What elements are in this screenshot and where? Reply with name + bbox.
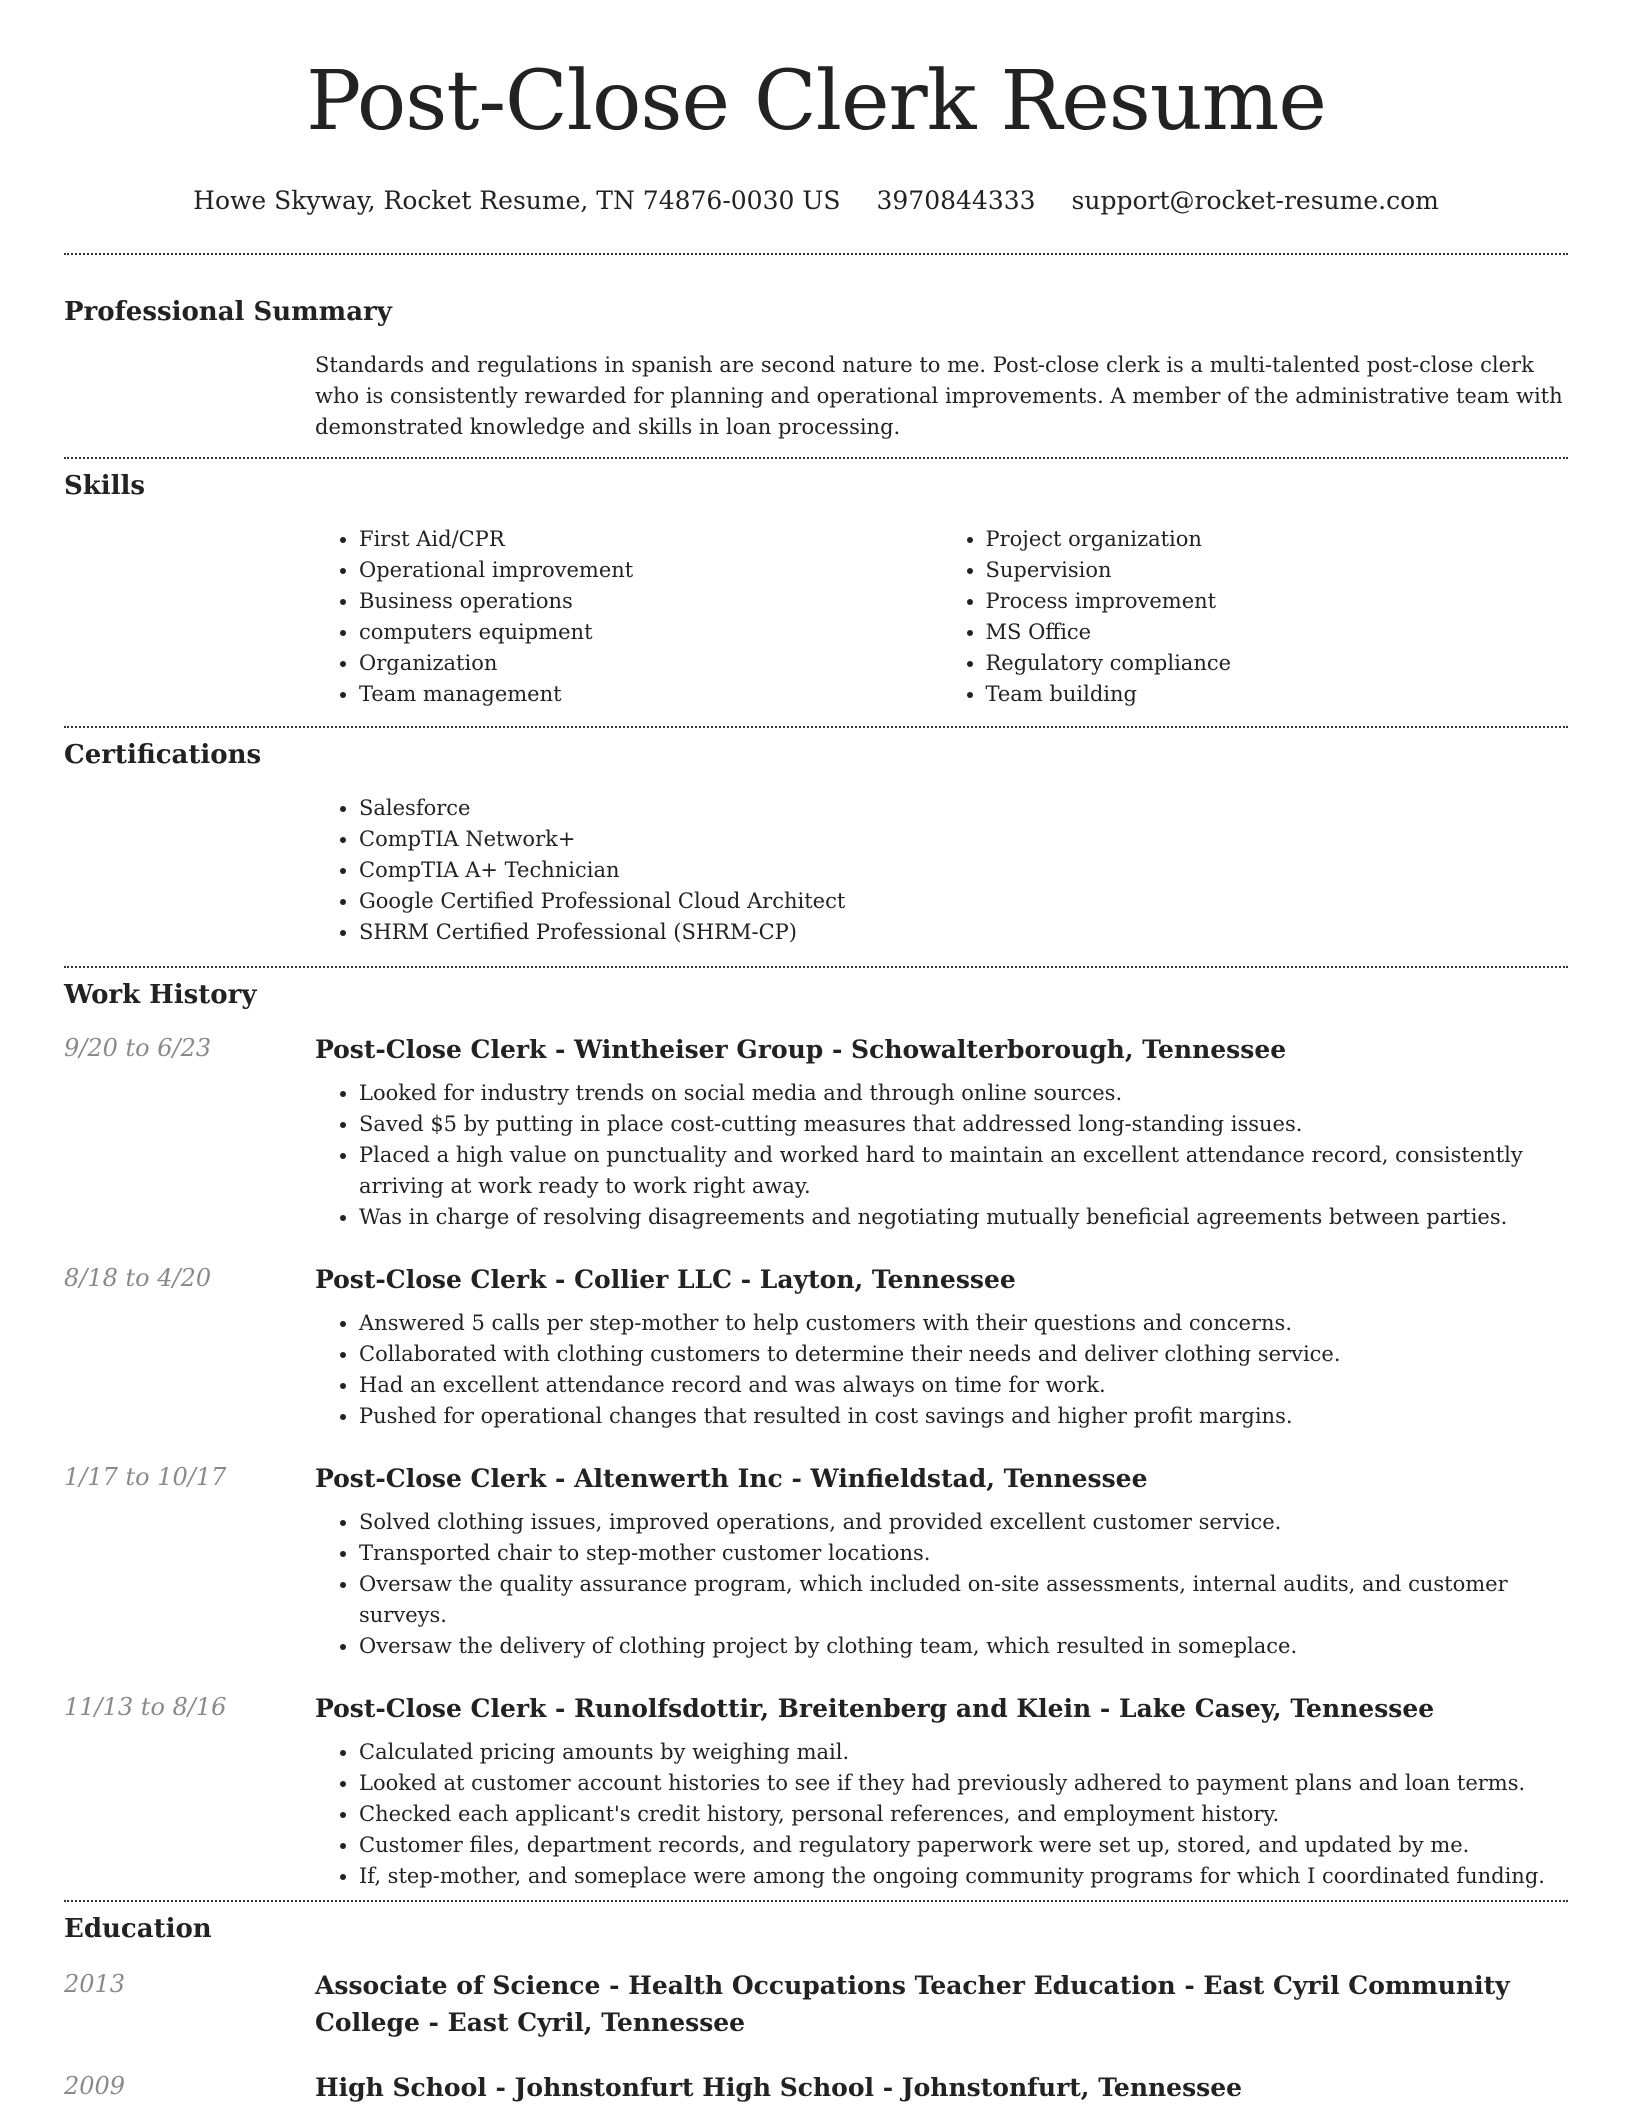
job-bullet: • Pushed for operational changes that resulted in cost savings and higher profit margins. [359, 1401, 1568, 1432]
skill-item: • Operational improvement [359, 555, 942, 586]
section-title-certifications: Certifications [64, 740, 262, 770]
job-entry [64, 1460, 1568, 1662]
job-bullets [315, 1308, 1568, 1432]
job-bullet: • Placed a high value on punctuality and worked hard to maintain an excellent attendance record, consistently arriving at work ready to work right away. [359, 1140, 1568, 1202]
section-title-summary: Professional Summary [64, 297, 392, 327]
job-bullet: • Oversaw the delivery of clothing project by clothing team, which resulted in someplace. [359, 1631, 1568, 1662]
summary-text: Standards and regulations in spanish are second nature to me. Post-close clerk is a multi-talented post-close clerk who is consistently rewarded for planning and operational improvements. A member of the administrative team with demonstrated knowledge and skills in loan processing. [315, 353, 1563, 439]
job-bullet: • Saved $5 by putting in place cost-cutting measures that addressed long-standing issues. [359, 1109, 1568, 1140]
skill-item: • MS Office [986, 617, 1569, 648]
skill-item: • Supervision [986, 555, 1569, 586]
skills-list-right [942, 524, 1569, 710]
education-entry [64, 2069, 1568, 2106]
contact-line [64, 186, 1568, 216]
job-bullet: • Calculated pricing amounts by weighing mail. [359, 1737, 1568, 1768]
job-bullet: • Transported chair to step-mother customer locations. [359, 1538, 1568, 1569]
education-heading: Associate of Science - Health Occupations Teacher Education - East Cyril Community College - East Cyril, Tennessee [315, 1971, 1510, 2037]
job-dates: 9/20 to 6/23 [64, 1034, 212, 1062]
job-dates: 11/13 to 8/16 [64, 1693, 227, 1721]
education-heading: High School - Johnstonfurt High School - Johnstonfurt, Tennessee [315, 2073, 1243, 2102]
skill-item: • Process improvement [986, 586, 1569, 617]
skills-section [64, 470, 1568, 710]
resume-page [64, 0, 1568, 2106]
skill-item: • Regulatory compliance [986, 648, 1569, 679]
skill-item: • Business operations [359, 586, 942, 617]
resume-title: Post-Close Clerk Resume [306, 54, 1326, 149]
skill-item: • Organization [359, 648, 942, 679]
job-dates: 1/17 to 10/17 [64, 1463, 227, 1491]
section-title-skills: Skills [64, 471, 146, 501]
skill-item: • Team management [359, 679, 942, 710]
job-heading: Post-Close Clerk - Runolfsdottir, Breitenberg and Klein - Lake Casey, Tennessee [315, 1694, 1435, 1723]
certification-item: • SHRM Certified Professional (SHRM-CP) [359, 917, 1568, 948]
job-bullet: • Had an excellent attendance record and was always on time for work. [359, 1370, 1568, 1401]
job-heading: Post-Close Clerk - Altenwerth Inc - Winfieldstad, Tennessee [315, 1464, 1148, 1493]
skills-list-left [315, 524, 942, 710]
skill-item: • computers equipment [359, 617, 942, 648]
contact-email: support@rocket-resume.com [1071, 186, 1439, 215]
job-bullet: • Looked for industry trends on social media and through online sources. [359, 1078, 1568, 1109]
divider [64, 726, 1568, 728]
job-bullet: • Customer files, department records, and regulatory paperwork were set up, stored, and updated by me. [359, 1830, 1568, 1861]
contact-phone: 3970844333 [876, 186, 1036, 215]
contact-address: Howe Skyway, Rocket Resume, TN 74876-0030 US [193, 186, 841, 215]
job-heading: Post-Close Clerk - Wintheiser Group - Schowalterborough, Tennessee [315, 1035, 1287, 1064]
job-bullet: • Checked each applicant's credit history, personal references, and employment history. [359, 1799, 1568, 1830]
education-section [64, 1913, 1568, 2106]
skill-item: • Project organization [986, 524, 1569, 555]
job-heading: Post-Close Clerk - Collier LLC - Layton, Tennessee [315, 1265, 1016, 1294]
job-bullet: • Oversaw the quality assurance program, which included on-site assessments, internal audits, and customer surveys. [359, 1569, 1568, 1631]
divider [64, 1900, 1568, 1902]
divider [64, 253, 1568, 255]
certification-item: • CompTIA A+ Technician [359, 855, 1568, 886]
job-bullet: • Looked at customer account histories to see if they had previously adhered to payment plans and loan terms. [359, 1768, 1568, 1799]
skill-item: • First Aid/CPR [359, 524, 942, 555]
job-bullets [315, 1507, 1568, 1662]
job-entry [64, 1690, 1568, 1892]
divider [64, 966, 1568, 968]
job-bullet: • Collaborated with clothing customers to determine their needs and deliver clothing service. [359, 1339, 1568, 1370]
job-bullet: • Was in charge of resolving disagreements and negotiating mutually beneficial agreements between parties. [359, 1202, 1568, 1233]
job-entry [64, 1261, 1568, 1432]
certification-item: • CompTIA Network+ [359, 824, 1568, 855]
education-year: 2009 [64, 2072, 126, 2100]
education-entry [64, 1967, 1568, 2041]
job-entry [64, 1031, 1568, 1233]
job-bullet: • Solved clothing issues, improved operations, and provided excellent customer service. [359, 1507, 1568, 1538]
skill-item: • Team building [986, 679, 1569, 710]
work-history-section [64, 979, 1568, 1892]
certifications-list [315, 793, 1568, 948]
job-bullets [315, 1078, 1568, 1233]
certification-item: • Salesforce [359, 793, 1568, 824]
job-bullet: • Answered 5 calls per step-mother to help customers with their questions and concerns. [359, 1308, 1568, 1339]
divider [64, 457, 1568, 459]
job-dates: 8/18 to 4/20 [64, 1264, 212, 1292]
education-year: 2013 [64, 1970, 126, 1998]
certification-item: • Google Certified Professional Cloud Architect [359, 886, 1568, 917]
summary-section [64, 296, 1568, 443]
section-title-education: Education [64, 1914, 212, 1944]
job-bullets [315, 1737, 1568, 1892]
section-title-work: Work History [64, 980, 257, 1010]
certifications-section [64, 739, 1568, 948]
job-bullet: • If, step-mother, and someplace were among the ongoing community programs for which I coordinated funding. [359, 1861, 1568, 1892]
